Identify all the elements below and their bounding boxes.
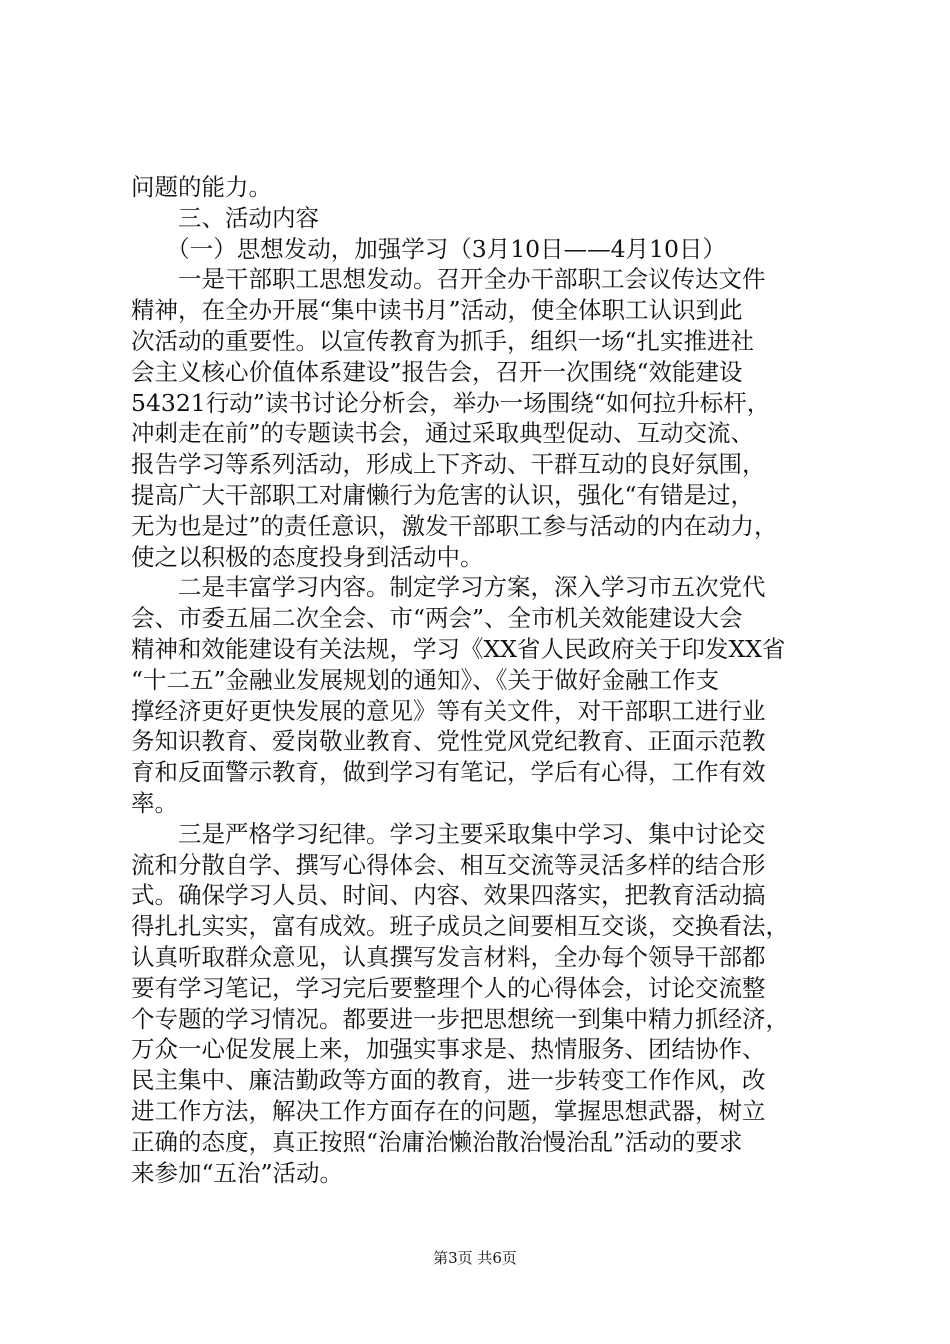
body-text-line: 得扎扎实实，富有成效。班子成员之间要相互交谈，交换看法， (131, 912, 789, 941)
document-body (131, 172, 831, 1188)
body-text-line: 使之以积极的态度投身到活动中。 (131, 542, 484, 571)
body-text-line: 会、市委五届二次全会、市“两会”、全市机关效能建设大会 (131, 604, 743, 633)
body-text-line: 来参加“五治”活动。 (131, 1158, 344, 1187)
body-text-line: 流和分散自学、撰写心得体会、相互交流等灵活多样的结合形 (131, 850, 766, 879)
body-text-line: 54321行动”读书讨论分析会，举办一场围绕“如何拉升标杆， (131, 388, 771, 417)
body-text-line: 精神和效能建设有关法规，学习《XX省人民政府关于印发XX省 (131, 634, 786, 663)
body-text-line: 提高广大干部职工对庸懒行为危害的认识，强化“有错是过， (131, 480, 755, 509)
body-text-line: 一是干部职工思想发动。召开全办干部职工会议传达文件 (131, 265, 766, 294)
body-text-line: 万众一心促发展上来，加强实事求是、热情服务、团结协作、 (131, 1035, 766, 1064)
body-text-line: 精神，在全办开展“集中读书月”活动，使全体职工认识到此 (131, 296, 743, 325)
body-text-line: （一）思想发动，加强学习（3月10日——4月10日） (131, 234, 726, 263)
body-text-line: 三、活动内容 (131, 203, 319, 232)
body-text-line: 个专题的学习情况。都要进一步把思想统一到集中精力抓经济， (131, 1004, 789, 1033)
body-text-line: 率。 (131, 788, 178, 817)
body-text-line: 撑经济更好更快发展的意见》等有关文件，对干部职工进行业 (131, 696, 766, 725)
body-text-line: 育和反面警示教育，做到学习有笔记，学后有心得，工作有效 (131, 758, 766, 787)
body-text-line: 要有学习笔记，学习完后要整理个人的心得体会，讨论交流整 (131, 973, 766, 1002)
body-text-line: 无为也是过”的责任意识，激发干部职工参与活动的内在动力， (131, 511, 778, 540)
page-footer: 第3页 共6页 (433, 1249, 517, 1267)
body-text-line: 会主义核心价值体系建设”报告会，召开一次围绕“效能建设 (131, 357, 743, 386)
body-text-line: 报告学习等系列活动，形成上下齐动、干群互动的良好氛围， (131, 450, 766, 479)
body-text-line: 次活动的重要性。以宣传教育为抓手，组织一场“扎实推进社 (131, 326, 755, 355)
body-text-line: 式。确保学习人员、时间、内容、效果四落实，把教育活动搞 (131, 881, 766, 910)
body-text-line: 三是严格学习纪律。学习主要采取集中学习、集中讨论交 (131, 819, 766, 848)
body-text-line: 民主集中、廉洁勤政等方面的教育，进一步转变工作作风，改 (131, 1066, 766, 1095)
body-text-line: 冲刺走在前”的专题读书会，通过采取典型促动、互动交流、 (131, 419, 755, 448)
body-text-line: 问题的能力。 (131, 173, 272, 201)
body-text-line: 认真听取群众意见，认真撰写发言材料，全办每个领导干部都 (131, 942, 766, 971)
body-text-line: 进工作方法，解决工作方面存在的问题，掌握思想武器，树立 (131, 1096, 766, 1125)
body-text-line: 正确的态度，真正按照“治庸治懒治散治慢治乱”活动的要求 (131, 1127, 743, 1156)
body-text-line: “十二五”金融业发展规划的通知》、《关于做好金融工作支 (131, 665, 720, 694)
body-text-line: 务知识教育、爱岗敬业教育、党性党风党纪教育、正面示范教 (131, 727, 766, 756)
body-text-line: 二是丰富学习内容。制定学习方案，深入学习市五次党代 (131, 573, 766, 602)
